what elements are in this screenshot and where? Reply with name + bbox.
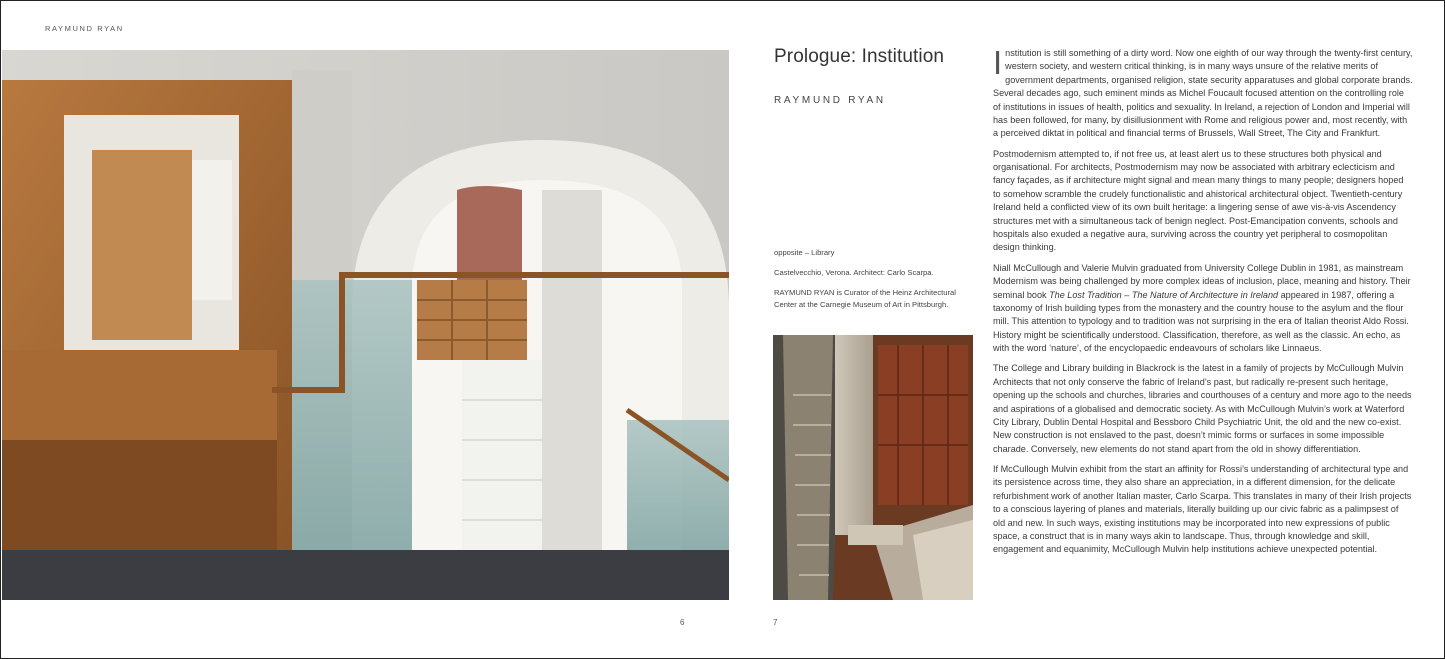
library-interior-photo <box>2 50 729 600</box>
paragraph-2: Postmodernism attempted to, if not free us, at least alert us to these structures both physical and organisational. For architects, Postmodernism may now be associated with arbitrary eclecticism and fancy façades, as if architecture might signal and mean many things to many people; designers hoped to somehow scramble the crudely functionalistic and ahistorical architectural object. Twentieth-century Ireland held a conflicted view of its own built heritage: a lingering sense of awe vis-à-vis Ascendency structures met with a simultaneous tack of benign neglect. Post-Emancipation convents, schools and hospitals also exuded a negative aura, surviving across the country yet peripheral to cosmopolitan design thinking. <box>993 148 1404 253</box>
paragraph-3-text-a: Niall McCullough and Valerie Mulvin graduated from University College Dublin in 1981, as mainstream Modernism was being challenged by more complex ideas of inclusion, place, meaning and history. Their seminal book <box>993 262 1411 300</box>
drop-cap: I <box>993 44 1003 81</box>
chapter-author: RAYMUND RYAN <box>774 95 886 106</box>
author-bio: RAYMUND RYAN is Curator of the Heinz Architectural Center at the Carnegie Museum of Art in Pittsburgh. <box>774 288 956 309</box>
paragraph-3 <box>993 262 1413 356</box>
caption-castelvecchio: Castelvecchio, Verona. Architect: Carlo Scarpa. <box>774 268 934 277</box>
library-interior-illustration <box>2 50 729 600</box>
paragraph-3-text-b: appeared in 1987, offering a taxonomy of Irish building types from the monastery and the country house to the asylum and the flour mill. This attention to typology and to tradition was not surprising in the era of Italian theorist Aldo Rossi. History might be scientifically understood. Classification, therefore, as well as the classic. An echo, as with the word ‘nature’, of the encyclopaedic endeavours of scholars like Linnaeus. <box>993 289 1409 354</box>
castelvecchio-illustration <box>773 335 973 600</box>
paragraph-4: The College and Library building in Blackrock is the latest in a family of projects by McCullough Mulvin Architects that not only conserve the fabric of Ireland’s past, but radically re-present such heritage, opening up the schools and churches, libraries and courthouses of a century and more ago to the needs and aspirations of a globalised and democratic society. As with McCullough Mulvin’s work at Waterford City Library, Dublin Dental Hospital and Bessboro Child Psychiatric Unit, the old and the new co-exist. New construction is not enslaved to the past, doesn’t mimic forms or surfaces in some impossible charade. Conversely, new elements do not stand apart from the old in showy differentiation. <box>993 363 1412 454</box>
side-notes <box>774 247 974 319</box>
paragraph-1-text: nstitution is still something of a dirty word. Now one eighth of our way through the twenty-first century, western society, and western critical thinking, is in many ways unsure of the relative merits of government departments, organised religion, state security apparatuses and global corporate brands. Several decades ago, such eminent minds as Michel Foucault focused attention on the controlling role of institutions in issues of health, politics and sexuality. In Ireland, a rejection of London and Imperial will has been followed, for many, by disillusionment with Rome and religious power and, most recently, with a perceived diktat in political and financial terms of Brussels, Wall Street, The City and Frankfurt. <box>993 48 1413 139</box>
paragraph-5: If McCullough Mulvin exhibit from the start an affinity for Rossi’s understanding of architectural type and its persistence across time, they also share an appreciation, in a different dimension, for the delicate refurbishment work of another Italian master, Carlo Scarpa. This translates in many of their Irish projects to a conscious layering of planes and materials, literally building up our civic fabric as a palimpsest of old and new. In such ways, existing institutions may be incorporated into new expressions of public space, a construct that is in many ways akin to landscape. Thus, through knowledge and skill, engagement and equanimity, McCullough Mulvin help institutions achieve unexpected potential. <box>993 463 1412 555</box>
chapter-title: Prologue: Institution <box>774 46 945 67</box>
castelvecchio-stair-photo <box>773 335 973 600</box>
page-number-left: 6 <box>680 618 685 627</box>
body-text <box>993 44 1413 564</box>
caption-opposite: opposite – Library <box>774 248 835 257</box>
running-head: RAYMUND RYAN <box>45 24 124 33</box>
paragraph-1 <box>993 44 1413 141</box>
book-title: The Lost Tradition – The Nature of Architecture in Ireland <box>1049 289 1279 300</box>
page-number-right: 7 <box>773 618 778 627</box>
